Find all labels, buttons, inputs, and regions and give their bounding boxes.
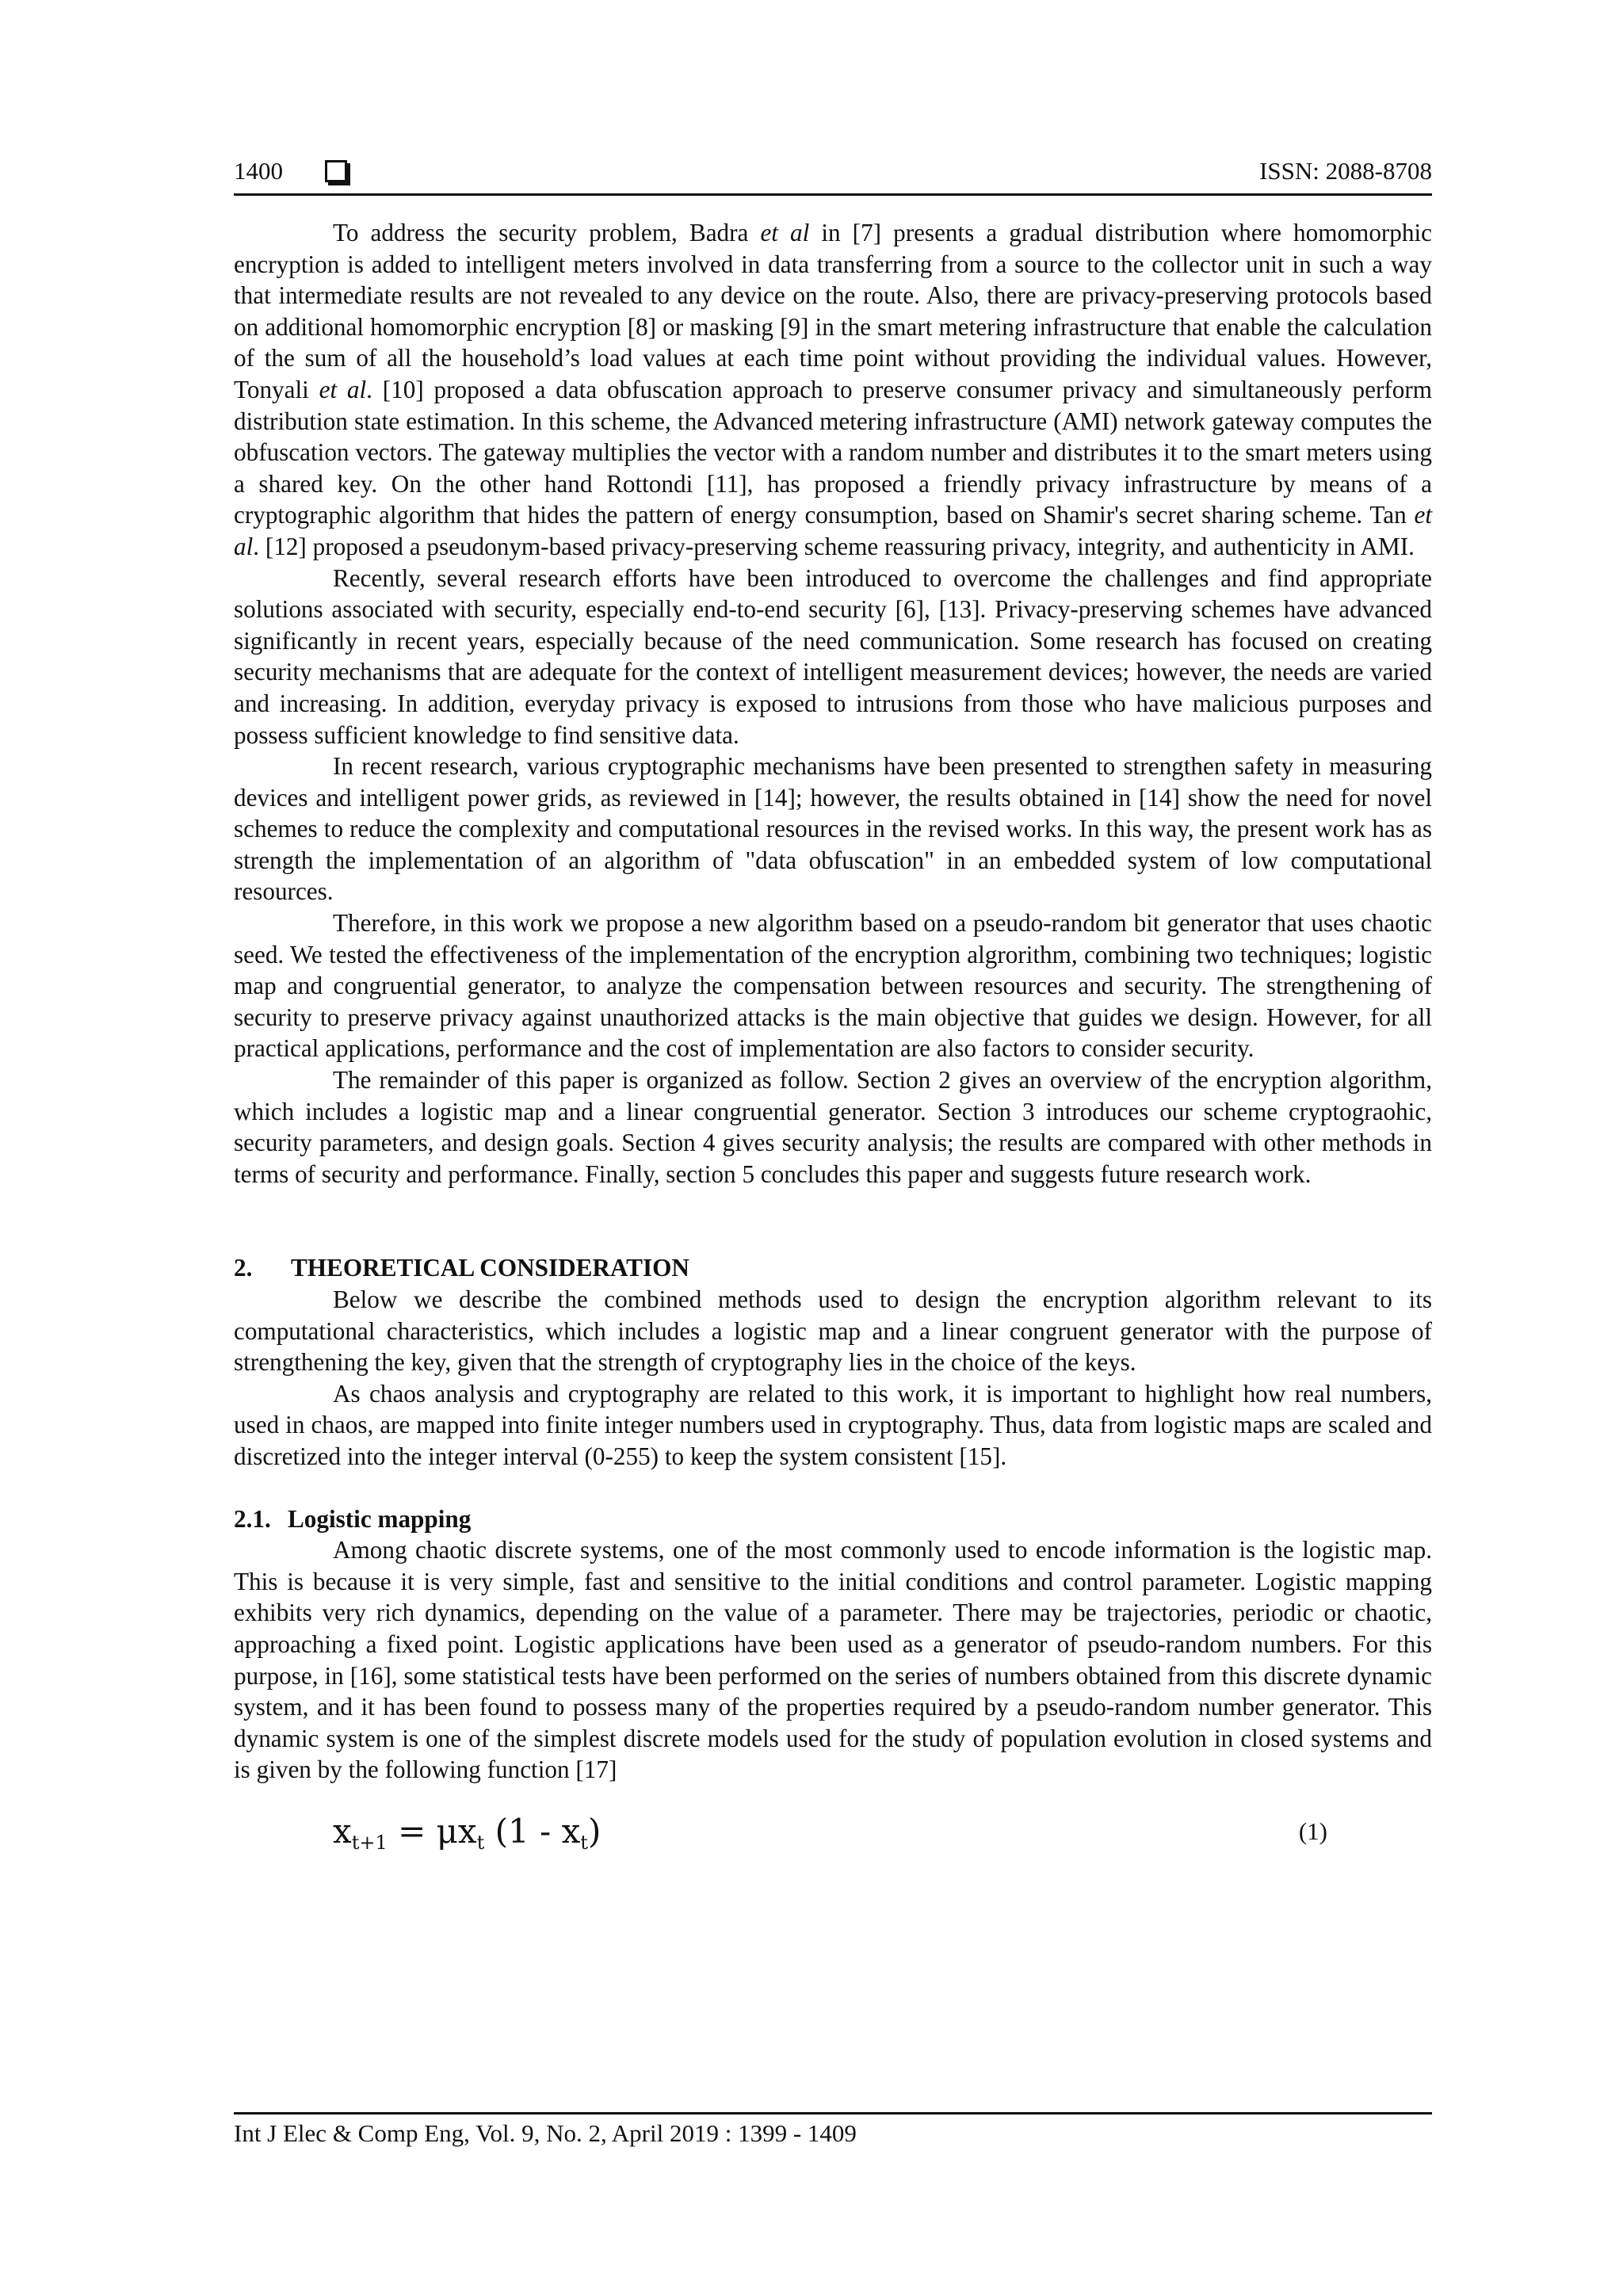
- paragraph: Below we describe the combined methods used to design the encryption algorithm relevant to its computational characteristics, which includes a logistic map and a linear congruent generator with the purpose of strengthening the key, given that the strength of cryptography lies in the choice of the keys.: [234, 1286, 1432, 1377]
- paragraph: The remainder of this paper is organized as follow. Section 2 gives an overview of the encryption algorithm, which includes a logistic map and a linear congruential generator. Section 3 introduces our scheme cryptograohic, security parameters, and design goals. Section 4 gives security analysis; the results are compared with other methods in terms of security and performance. Finally, section 5 concludes this paper and suggests future research work.: [234, 1066, 1432, 1188]
- equation-formula: $x_{t+1} = \mu x_t$ $(1 - x_t)$: [333, 1811, 601, 1854]
- page-footer: Int J Elec & Comp Eng, Vol. 9, No. 2, April 2019 : 1399 - 1409: [234, 2119, 857, 2147]
- paragraph: In recent research, various cryptographic mechanisms have been presented to strengthen safety in measuring devices and intelligent power grids, as reviewed in [14]; however, the results obtained in [14] show the need for novel schemes to reduce the complexity and computational resources in the revised works. In this way, the present work has as strength the implementation of an algorithm of "data obfuscation" in an embedded system of low computational resources.: [234, 752, 1432, 906]
- paragraph: Therefore, in this work we propose a new algorithm based on a pseudo-random bit generator that uses chaotic seed. We tested the effectiveness of the implementation of the encryption algrorithm, combining two techniques; logistic map and congruential generator, to analyze the compensation between resources and security. The strengthening of security to preserve privacy against unauthorized attacks is the main objective that guides we design. However, for all practical applications, performance and the cost of implementation are also factors to consider security.: [234, 909, 1432, 1063]
- body-text: [234, 217, 1432, 1868]
- box-icon: [325, 160, 347, 182]
- paragraph: Recently, several research efforts have been introduced to overcome the challenges and find appropriate solutions associated with security, especially end-to-end security [6], [13]. Privacy-preserving schemes have advanced significantly in recent years, especially because of the need communication. Some research has focused on creating security mechanisms that are adequate for the context of intelligent measurement devices; however, the needs are varied and increasing. In addition, everyday privacy is exposed to intrusions from those who have malicious purposes and possess sufficient knowledge to find sensitive data.: [234, 563, 1432, 749]
- header-rule: [234, 193, 1432, 196]
- subsection-heading: [234, 1503, 1432, 1535]
- subsection-title: Logistic mapping: [288, 1504, 472, 1533]
- issn: ISSN: 2088-8708: [1259, 157, 1432, 185]
- section-title: THEORETICAL CONSIDERATION: [291, 1254, 689, 1282]
- paragraph: As chaos analysis and cryptography are related to this work, it is important to highlight how real numbers, used in chaos, are mapped into finite integer numbers used in cryptography. Thus, data from logistic maps are scaled and discretized into the integer interval (0-255) to keep the system consistent [15].: [234, 1379, 1432, 1470]
- subsection-number: 2.1.: [234, 1504, 271, 1533]
- footer-rule: [234, 2112, 1432, 2115]
- section-heading: [234, 1252, 1432, 1284]
- page-header: [234, 155, 1432, 187]
- page-number: 1400: [234, 157, 283, 185]
- paragraph: To address the security problem, Badra et al in [7] presents a gradual distribution where homomorphic encryption is added to intelligent meters involved in data transferring from a source to the collector unit in such a way that intermediate results are not revealed to any device on the route. Also, there are privacy-preserving protocols based on additional homomorphic encryption [8] or masking [9] in the smart metering infrastructure that enable the calculation of the sum of all the household’s load values at each time point without providing the individual values. However, Tonyali et al. [10] proposed a data obfuscation approach to preserve consumer privacy and simultaneously perform distribution state estimation. In this scheme, the Advanced metering infrastructure (AMI) network gateway computes the obfuscation vectors. The gateway multiplies the vector with a random number and distributes it to the smart meters using a shared key. On the other hand Rottondi [11], has proposed a friendly privacy infrastructure by means of a cryptographic algorithm that hides the pattern of energy consumption, based on Shamir's secret sharing scheme. Tan et al. [12] proposed a pseudonym-based privacy-preserving scheme reassuring privacy, integrity, and authenticity in AMI.: [234, 219, 1432, 560]
- paragraph: Among chaotic discrete systems, one of the most commonly used to encode information is the logistic map. This is because it is very simple, fast and sensitive to the initial conditions and control parameter. Logistic mapping exhibits very rich dynamics, depending on the value of a parameter. There may be trajectories, periodic or chaotic, approaching a fixed point. Logistic applications have been used as a generator of pseudo-random numbers. For this purpose, in [16], some statistical tests have been performed on the series of numbers obtained from this discrete dynamic system, and it has been found to possess many of the properties required by a pseudo-random number generator. This dynamic system is one of the simplest discrete models used for the study of population evolution in closed systems and is given by the following function [17]: [234, 1536, 1432, 1784]
- section-number: 2.: [234, 1254, 253, 1282]
- equation-number: (1): [1298, 1817, 1327, 1845]
- equation: [234, 1805, 1432, 1868]
